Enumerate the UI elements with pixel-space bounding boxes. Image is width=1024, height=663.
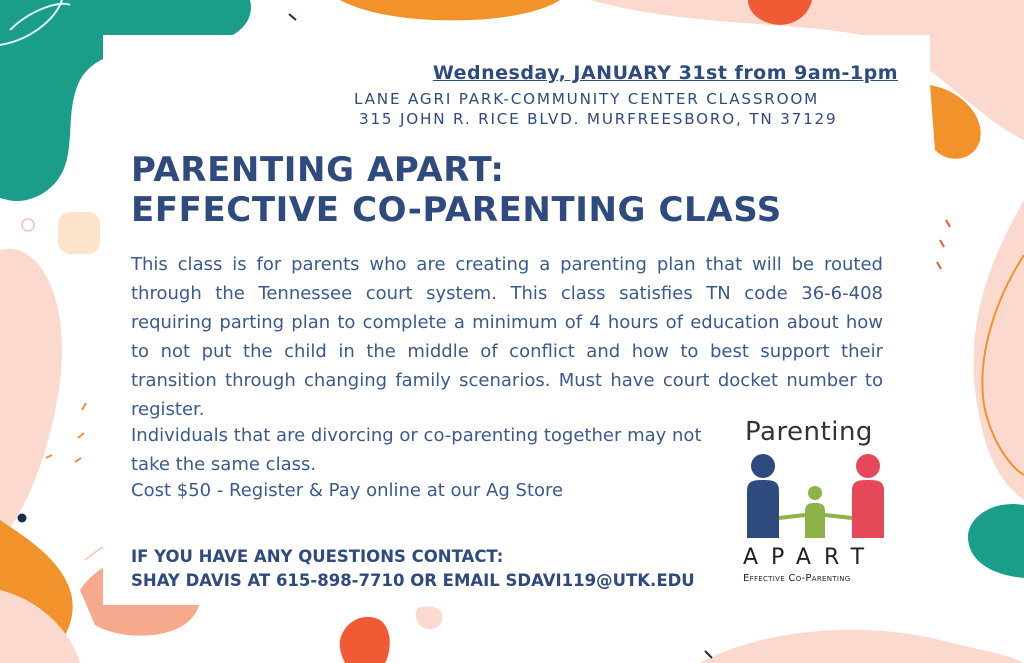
logo-tagline: Effective Co-Parenting <box>743 573 851 584</box>
cost-info: Cost $50 - Register & Pay online at our Ag Store <box>131 480 564 501</box>
contact-details: SHAY DAVIS AT 615-898-7710 OR EMAIL SDAVI119@UTK.EDU <box>131 571 695 590</box>
class-restriction-note: Individuals that are divorcing or co-parenting together may not take the same class. <box>131 425 702 475</box>
event-date: Wednesday, JANUARY 31st from 9am-1pm <box>432 62 898 84</box>
contact-heading: IF YOU HAVE ANY QUESTIONS CONTACT: <box>131 547 504 566</box>
class-title-line2: EFFECTIVE CO-PARENTING CLASS <box>131 190 782 230</box>
event-address: 315 JOHN R. RICE BLVD. MURFREESBORO, TN 37129 <box>359 110 838 128</box>
logo-word-apart: APART <box>743 545 878 570</box>
class-title-line1: PARENTING APART: <box>131 150 505 190</box>
family-figures-icon <box>737 453 887 545</box>
class-description: This class is for parents who are creating a parenting plan that will be routed through the Tennessee court system. This class satisfies TN code 36-6-408 requiring parting plan to complete a minimum of 4 hours of education about how to not put the child in the middle of conflict and how to best support their transition through changing family scenarios. Must have court docket number to register. <box>131 254 883 420</box>
event-venue: LANE AGRI PARK-COMMUNITY CENTER CLASSROOM <box>354 90 820 108</box>
parenting-apart-logo <box>737 417 887 589</box>
contact-info <box>131 545 695 593</box>
logo-word-parenting: Parenting <box>745 417 873 447</box>
class-title <box>131 150 782 230</box>
